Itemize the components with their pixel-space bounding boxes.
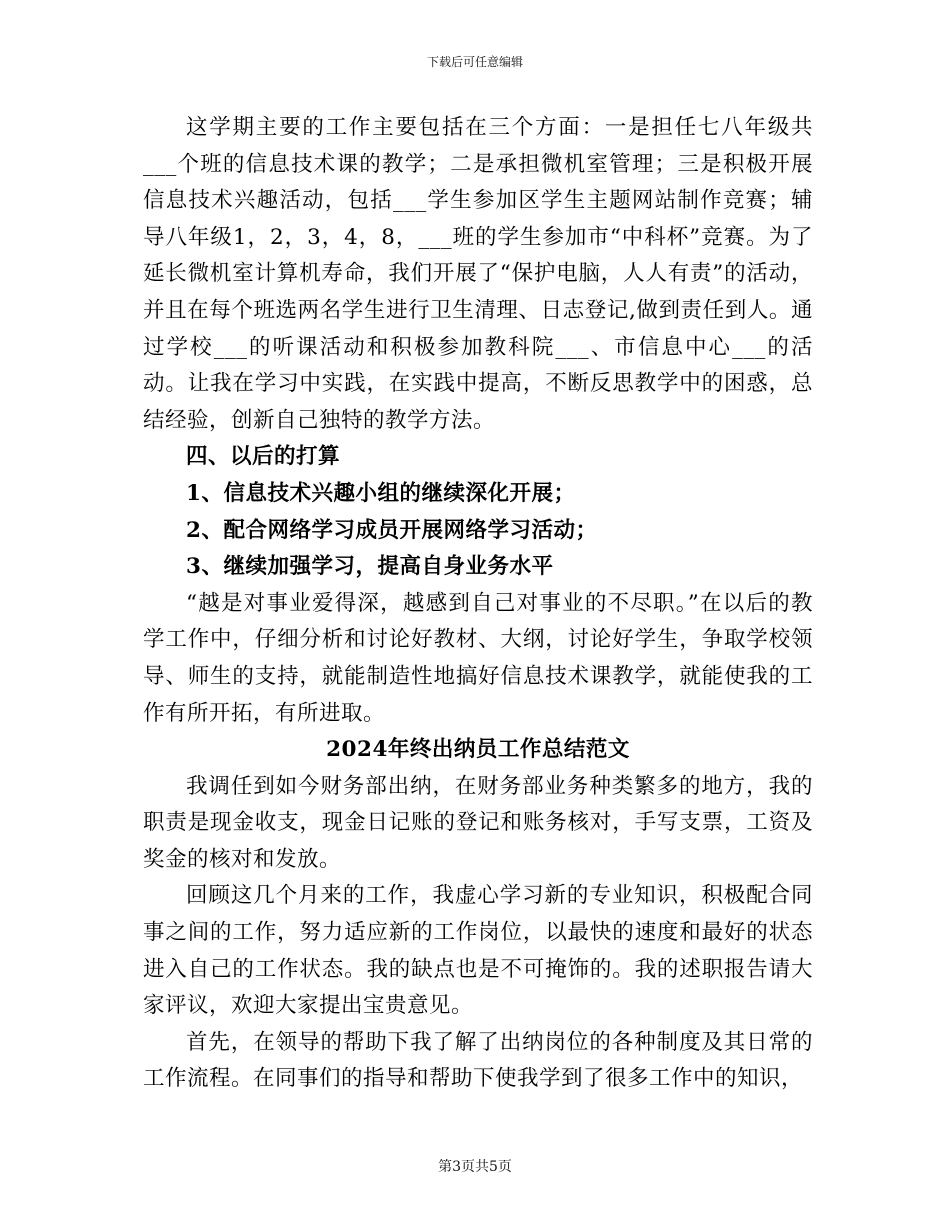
plan-item-3: 3、继续加强学习，提高自身业务水平: [186, 554, 554, 580]
paragraph-review: 回顾这几个月来的工作，我虚心学习新的专业知识，积极配合同事之间的工作，努力适应新的工作岗位，以最快的速度和最好的状态进入自己的工作状态。我的缺点也是不可掩饰的。我的述职报告请大家评议，欢迎大家提出宝贵意见。: [143, 883, 813, 1019]
plan-item-1: 1、信息技术兴趣小组的继续深化开展；: [186, 480, 576, 506]
paragraph-conclusion: “越是对事业爱得深，越感到自己对事业的不尽职。”在以后的教学工作中，仔细分析和讨论好教材、大纲，讨论好学生，争取学校领导、师生的支持，就能制造性地搞好信息技术课教学，就能使我的工作有所开拓，有所进取。: [143, 590, 813, 726]
paragraph-cashier-duties: 我调任到如今财务部出纳，在财务部业务种类繁多的地方，我的职责是现金收支，现金日记账的登记和账务核对，手写支票，工资及奖金的核对和发放。: [143, 773, 813, 872]
page-footer: 第3页共5页: [438, 1159, 512, 1175]
paragraph-work-summary: 这学期主要的工作主要包括在三个方面：一是担任七八年级共___个班的信息技术课的教学；二是承担微机室管理；三是积极开展信息技术兴趣活动，包括___学生参加区学生主题网站制作竞赛；辅导八年级1，2，3，4，8，___班的学生参加市“中科杯”竞赛。为了延长微机室计算机寿命，我们开展了“保护电脑，人人有责”的活动，并且在每个班选两名学生进行卫生清理、日志登记,做到责任到人。通过学校___的听课活动和积极参加教科院___、市信息中心___的活动。让我在学习中实践，在实践中提高，不断反思教学中的困惑，总结经验，创新自己独特的教学方法。: [143, 115, 813, 433]
paragraph-first: 首先，在领导的帮助下我了解了出纳岗位的各种制度及其日常的工作流程。在同事们的指导和帮助下使我学到了很多工作中的知识，: [143, 1029, 813, 1092]
page-header: 下载后可任意编辑: [426, 55, 523, 69]
document-body: [143, 110, 813, 1098]
section-heading-future-plans: 四、以后的打算: [186, 444, 341, 470]
document-title: 2024年终出纳员工作总结范文: [326, 737, 630, 763]
plan-item-2: 2、配合网络学习成员开展网络学习活动；: [186, 517, 598, 543]
